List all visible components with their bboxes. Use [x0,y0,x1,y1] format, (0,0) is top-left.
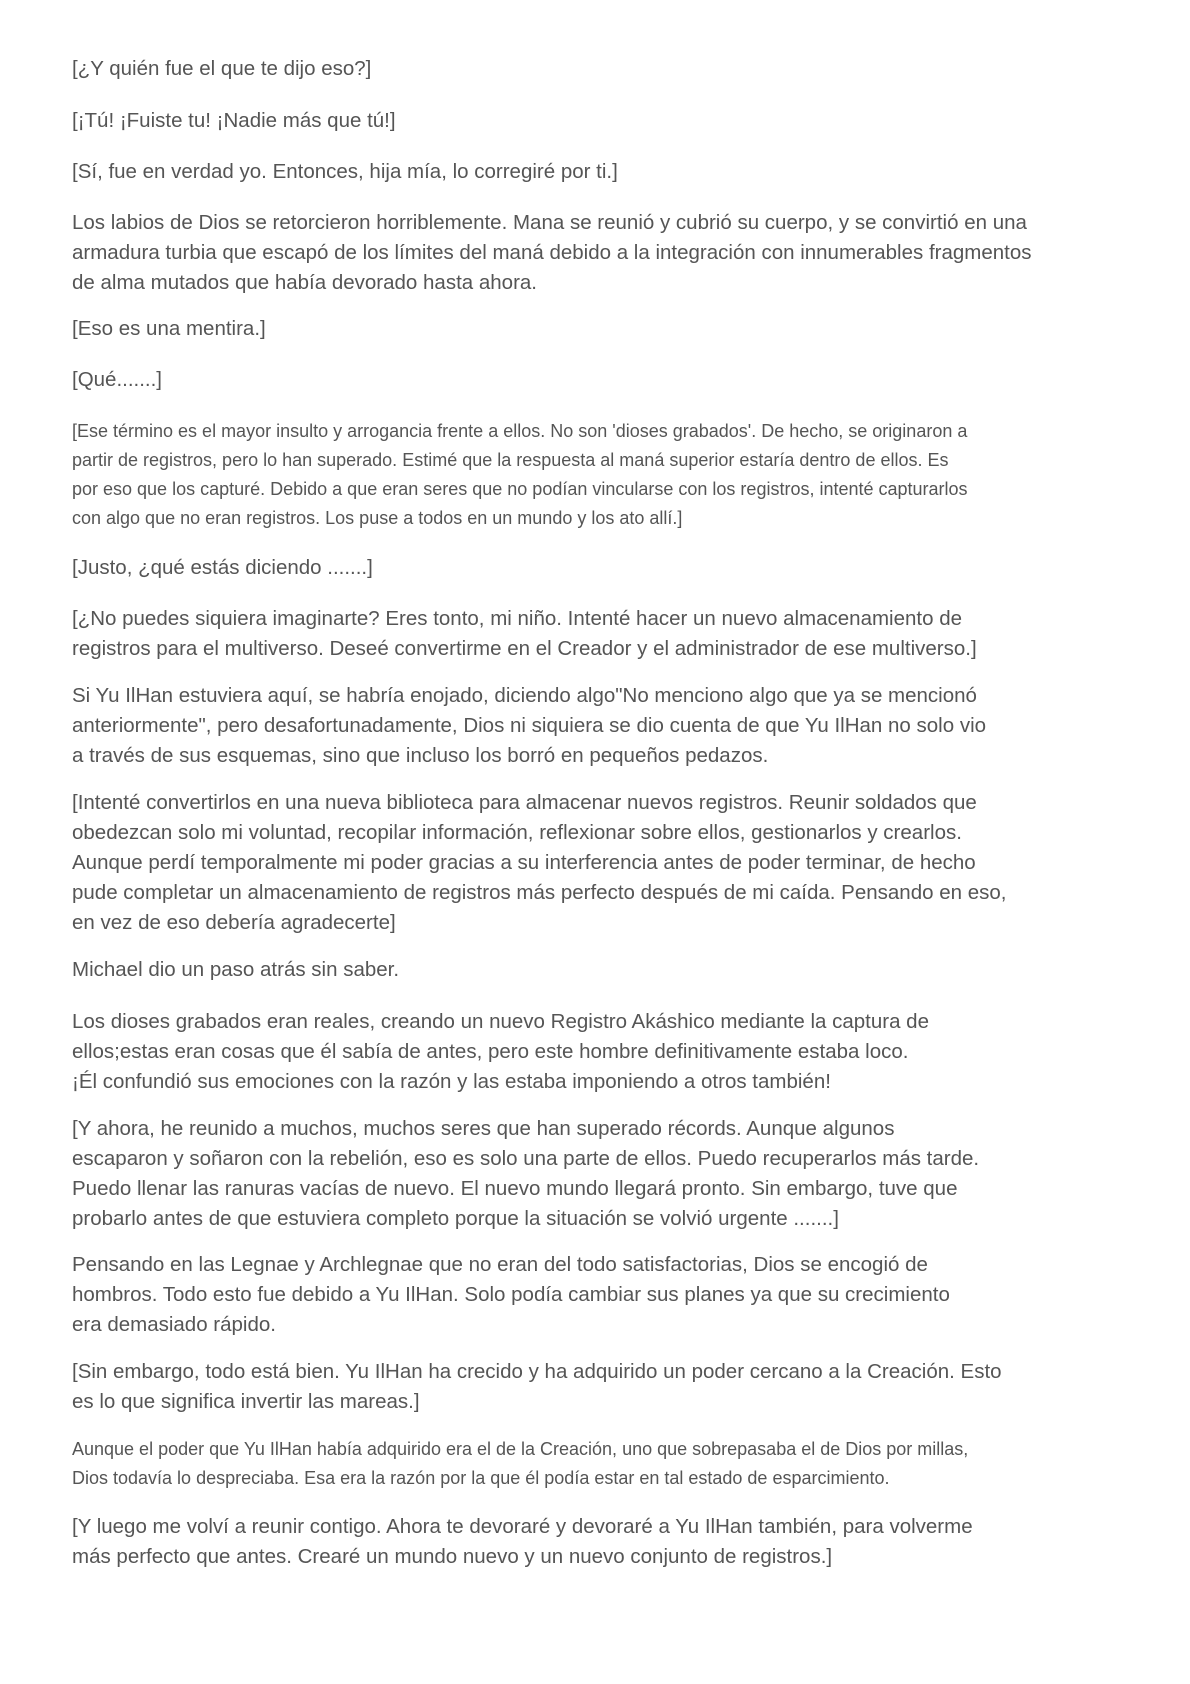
paragraph-16: [Sin embargo, todo está bien. Yu IlHan ha crecido y ha adquirido un poder cercano a la Creación. Esto es lo que significa invertir las mareas.] [72,1360,1002,1413]
paragraph-8: [Justo, ¿qué estás diciendo .......] [72,556,373,579]
paragraph-2: [¡Tú! ¡Fuiste tu! ¡Nadie más que tú!] [72,109,396,132]
paragraph-1: [¿Y quién fue el que te dijo eso?] [72,57,372,80]
paragraph-17: Aunque el poder que Yu IlHan había adquirido era el de la Creación, uno que sobrepasaba el de Dios por millas, Dios todavía lo despreciaba. Esa era la razón por la que él podía estar en tal estado de esparcimiento. [72,1439,969,1488]
paragraph-6: [Qué.......] [72,368,163,391]
paragraph-10: Si Yu IlHan estuviera aquí, se habría enojado, diciendo algo"No menciono algo que ya se mencionó anteriormente", pero desafortunadamente, Dios ni siquiera se dio cuenta de que Yu IlHan no solo vio a través de sus esquemas, sino que incluso los borró en pequeños pedazos. [72,684,987,767]
paragraph-15: Pensando en las Legnae y Archlegnae que no eran del todo satisfactorias, Dios se encogió de hombros. Todo esto fue debido a Yu IlHan. Solo podía cambiar sus planes ya que su crecimiento era demasiado rápido. [72,1253,950,1336]
paragraph-13: Los dioses grabados eran reales, creando un nuevo Registro Akáshico mediante la captura de ellos;estas eran cosas que él sabía de antes, pero este hombre definitivamente estaba loco. ¡Él confundió sus emociones con la razón y las estaba imponiendo a otros también! [72,1010,929,1093]
paragraph-5: [Eso es una mentira.] [72,317,266,340]
paragraph-9: [¿No puedes siquiera imaginarte? Eres tonto, mi niño. Intenté hacer un nuevo almacenamiento de registros para el multiverso. Deseé convertirme en el Creador y el administrador de ese multiverso.] [72,607,977,660]
paragraph-14: [Y ahora, he reunido a muchos, muchos seres que han superado récords. Aunque algunos escaparon y soñaron con la rebelión, eso es solo una parte de ellos. Puedo recuperarlos más tarde. Puedo llenar las ranuras vacías de nuevo. El nuevo mundo llegará pronto. Sin embargo, tuve que probarlo antes de que estuviera completo porque la situación se volvió urgente .......] [72,1117,980,1230]
paragraph-18: [Y luego me volví a reunir contigo. Ahora te devoraré y devoraré a Yu IlHan también, para volverme más perfecto que antes. Crearé un mundo nuevo y un nuevo conjunto de registros.] [72,1515,973,1568]
paragraph-7: [Ese término es el mayor insulto y arrogancia frente a ellos. No son 'dioses grabados'. De hecho, se originaron a partir de registros, pero lo han superado. Estimé que la respuesta al maná superior estaría dentro de ellos. Es por eso que los capturé. Debido a que eran seres que no podían vincularse con los registros, intenté capturarlos con algo que no eran registros. Los puse a todos en un mundo y los ato allí.] [72,421,968,528]
paragraph-4: Los labios de Dios se retorcieron horriblemente. Mana se reunió y cubrió su cuerpo, y se convirtió en una armadura turbia que escapó de los límites del maná debido a la integración con innumerables fragmentos de alma mutados que había devorado hasta ahora. [72,211,1032,294]
paragraph-11: [Intenté convertirlos en una nueva biblioteca para almacenar nuevos registros. Reunir soldados que obedezcan solo mi voluntad, recopilar información, reflexionar sobre ellos, gestionarlos y crearlos. Aunque perdí temporalmente mi poder gracias a su interferencia antes de poder terminar, de hecho pude completar un almacenamiento de registros más perfecto después de mi caída. Pensando en eso, en vez de eso debería agradecerte] [72,791,1007,934]
paragraph-3: [Sí, fue en verdad yo. Entonces, hija mía, lo corregiré por ti.] [72,160,618,183]
paragraph-12: Michael dio un paso atrás sin saber. [72,958,400,981]
